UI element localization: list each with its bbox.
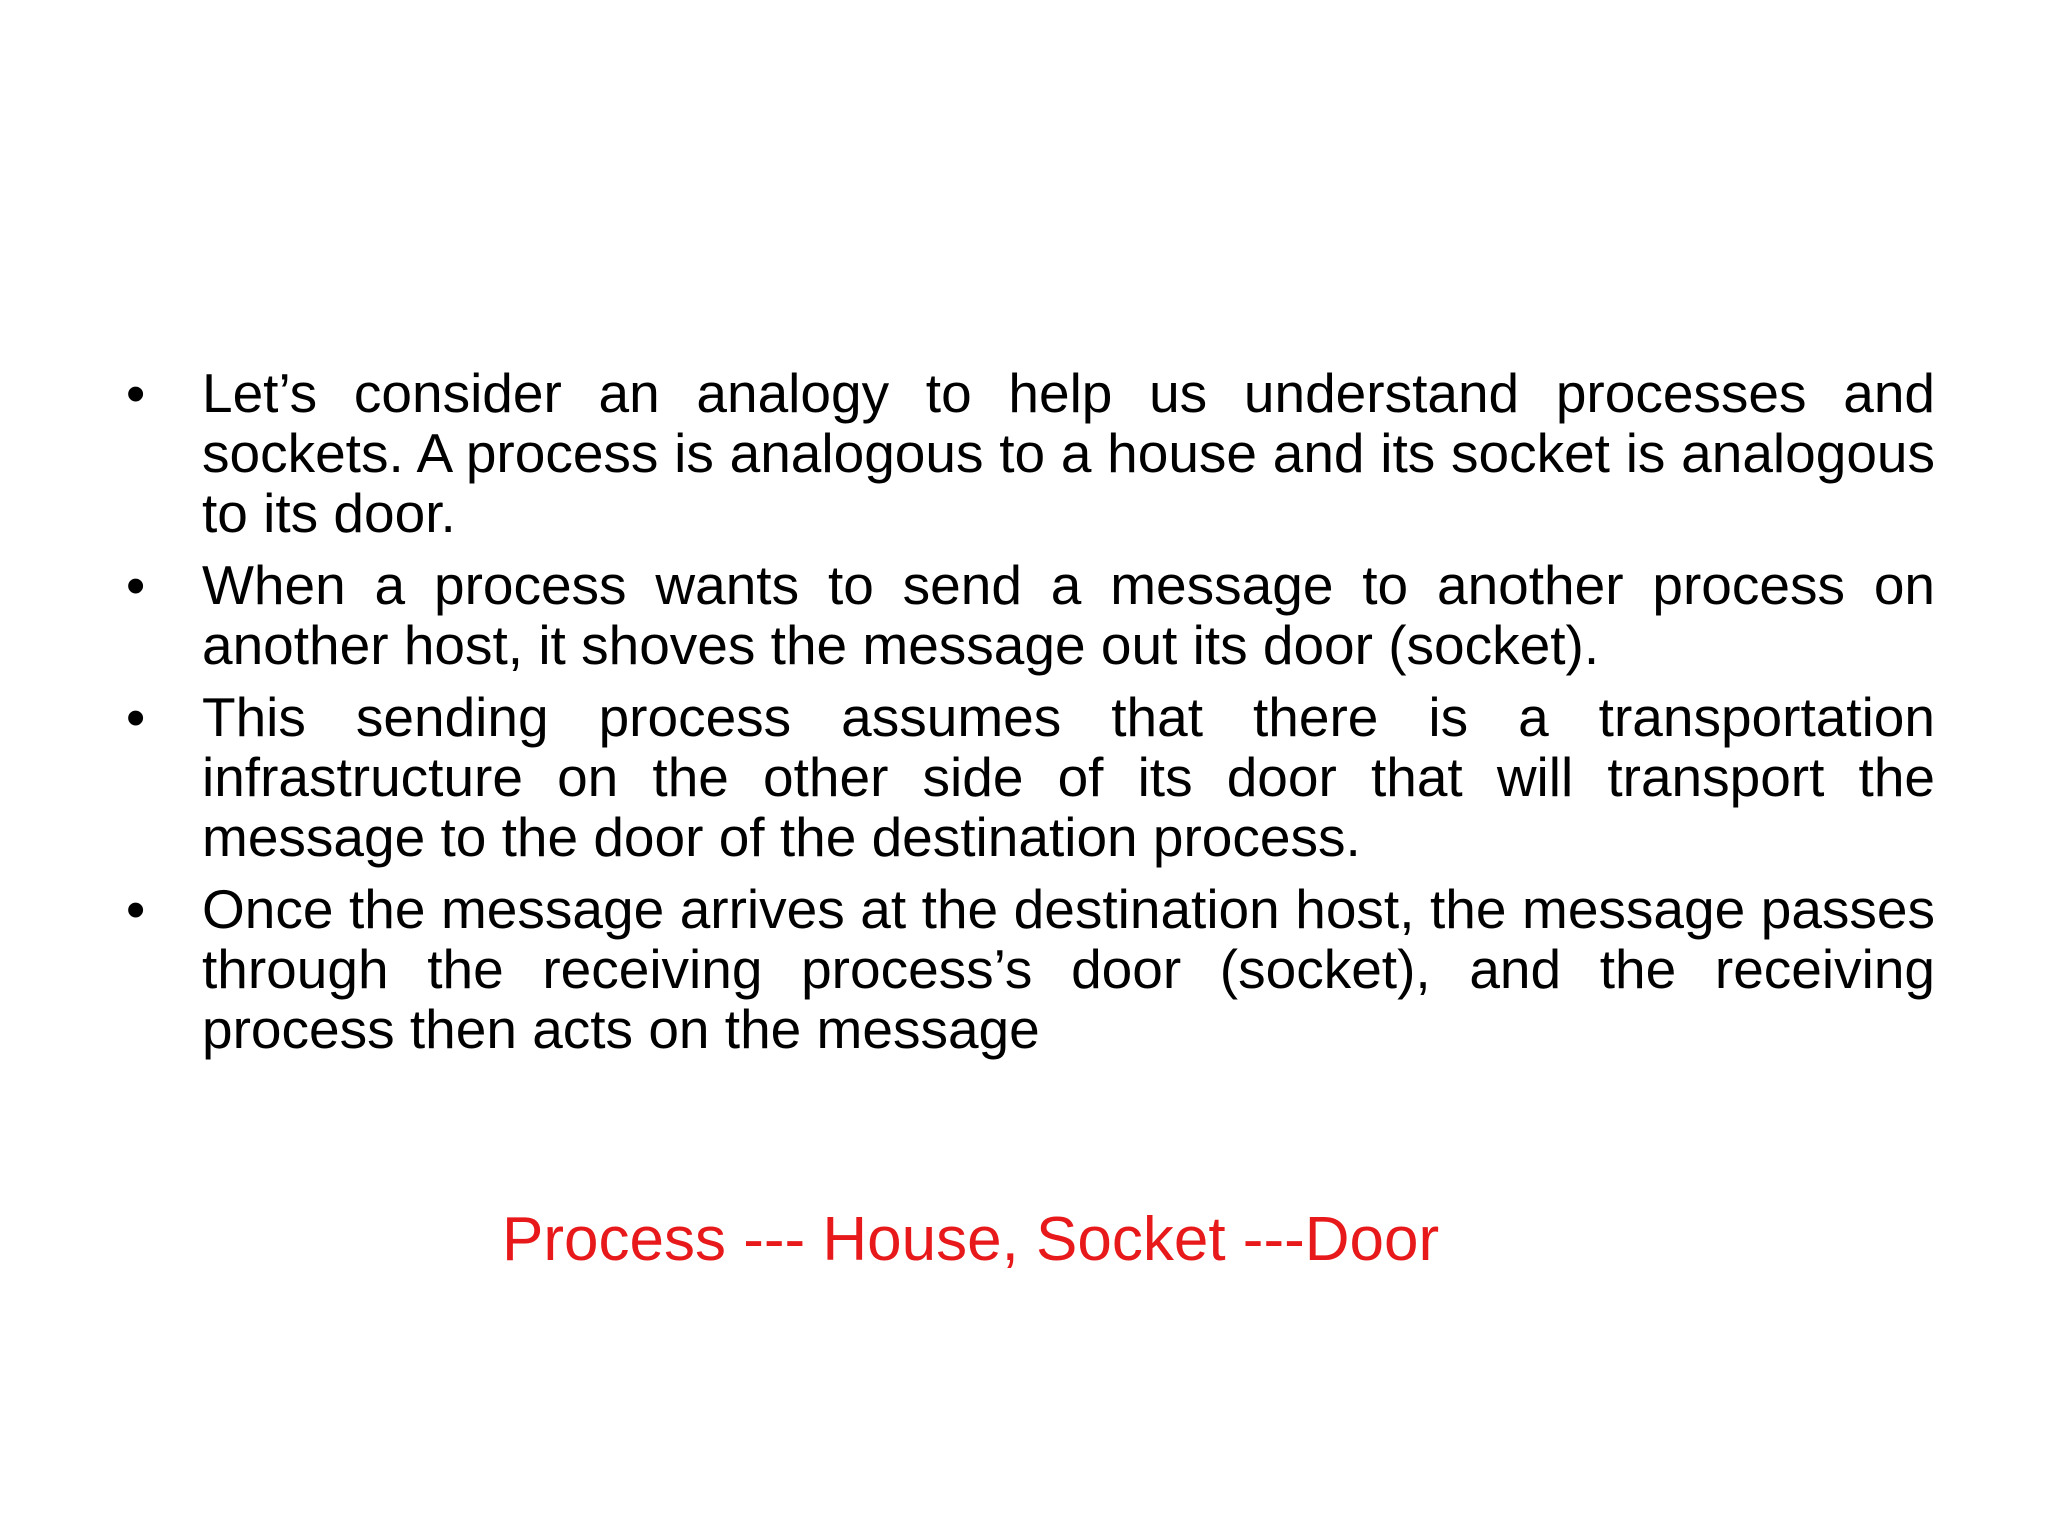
bullet-text: Let’s consider an analogy to help us understand processes and sockets. A process is analogous to a house and its socket is analogous to its door. (202, 362, 1935, 544)
bullet-item-analogy (120, 363, 1935, 543)
bullet-marker: • (126, 878, 146, 940)
analogy-summary: Process --- House, Socket ---Door (502, 1205, 1440, 1274)
bullet-item-receiving-process (120, 879, 1935, 1059)
bullet-text: This sending process assumes that there is a transportation infrastructure on the other side of its door that will transport the message to the door of the destination process. (202, 686, 1935, 868)
bullet-text: When a process wants to send a message to another process on another host, it shoves the message out its door (socket). (202, 554, 1935, 676)
bullet-marker: • (126, 362, 146, 424)
bullet-list (120, 363, 1935, 1071)
bullet-text: Once the message arrives at the destination host, the message passes through the receiving process’s door (socket), and the receiving process then acts on the message (202, 878, 1935, 1060)
bullet-item-send-message (120, 555, 1935, 675)
bullet-marker: • (126, 686, 146, 748)
bullet-marker: • (126, 554, 146, 616)
bullet-item-transport-infrastructure (120, 687, 1935, 867)
